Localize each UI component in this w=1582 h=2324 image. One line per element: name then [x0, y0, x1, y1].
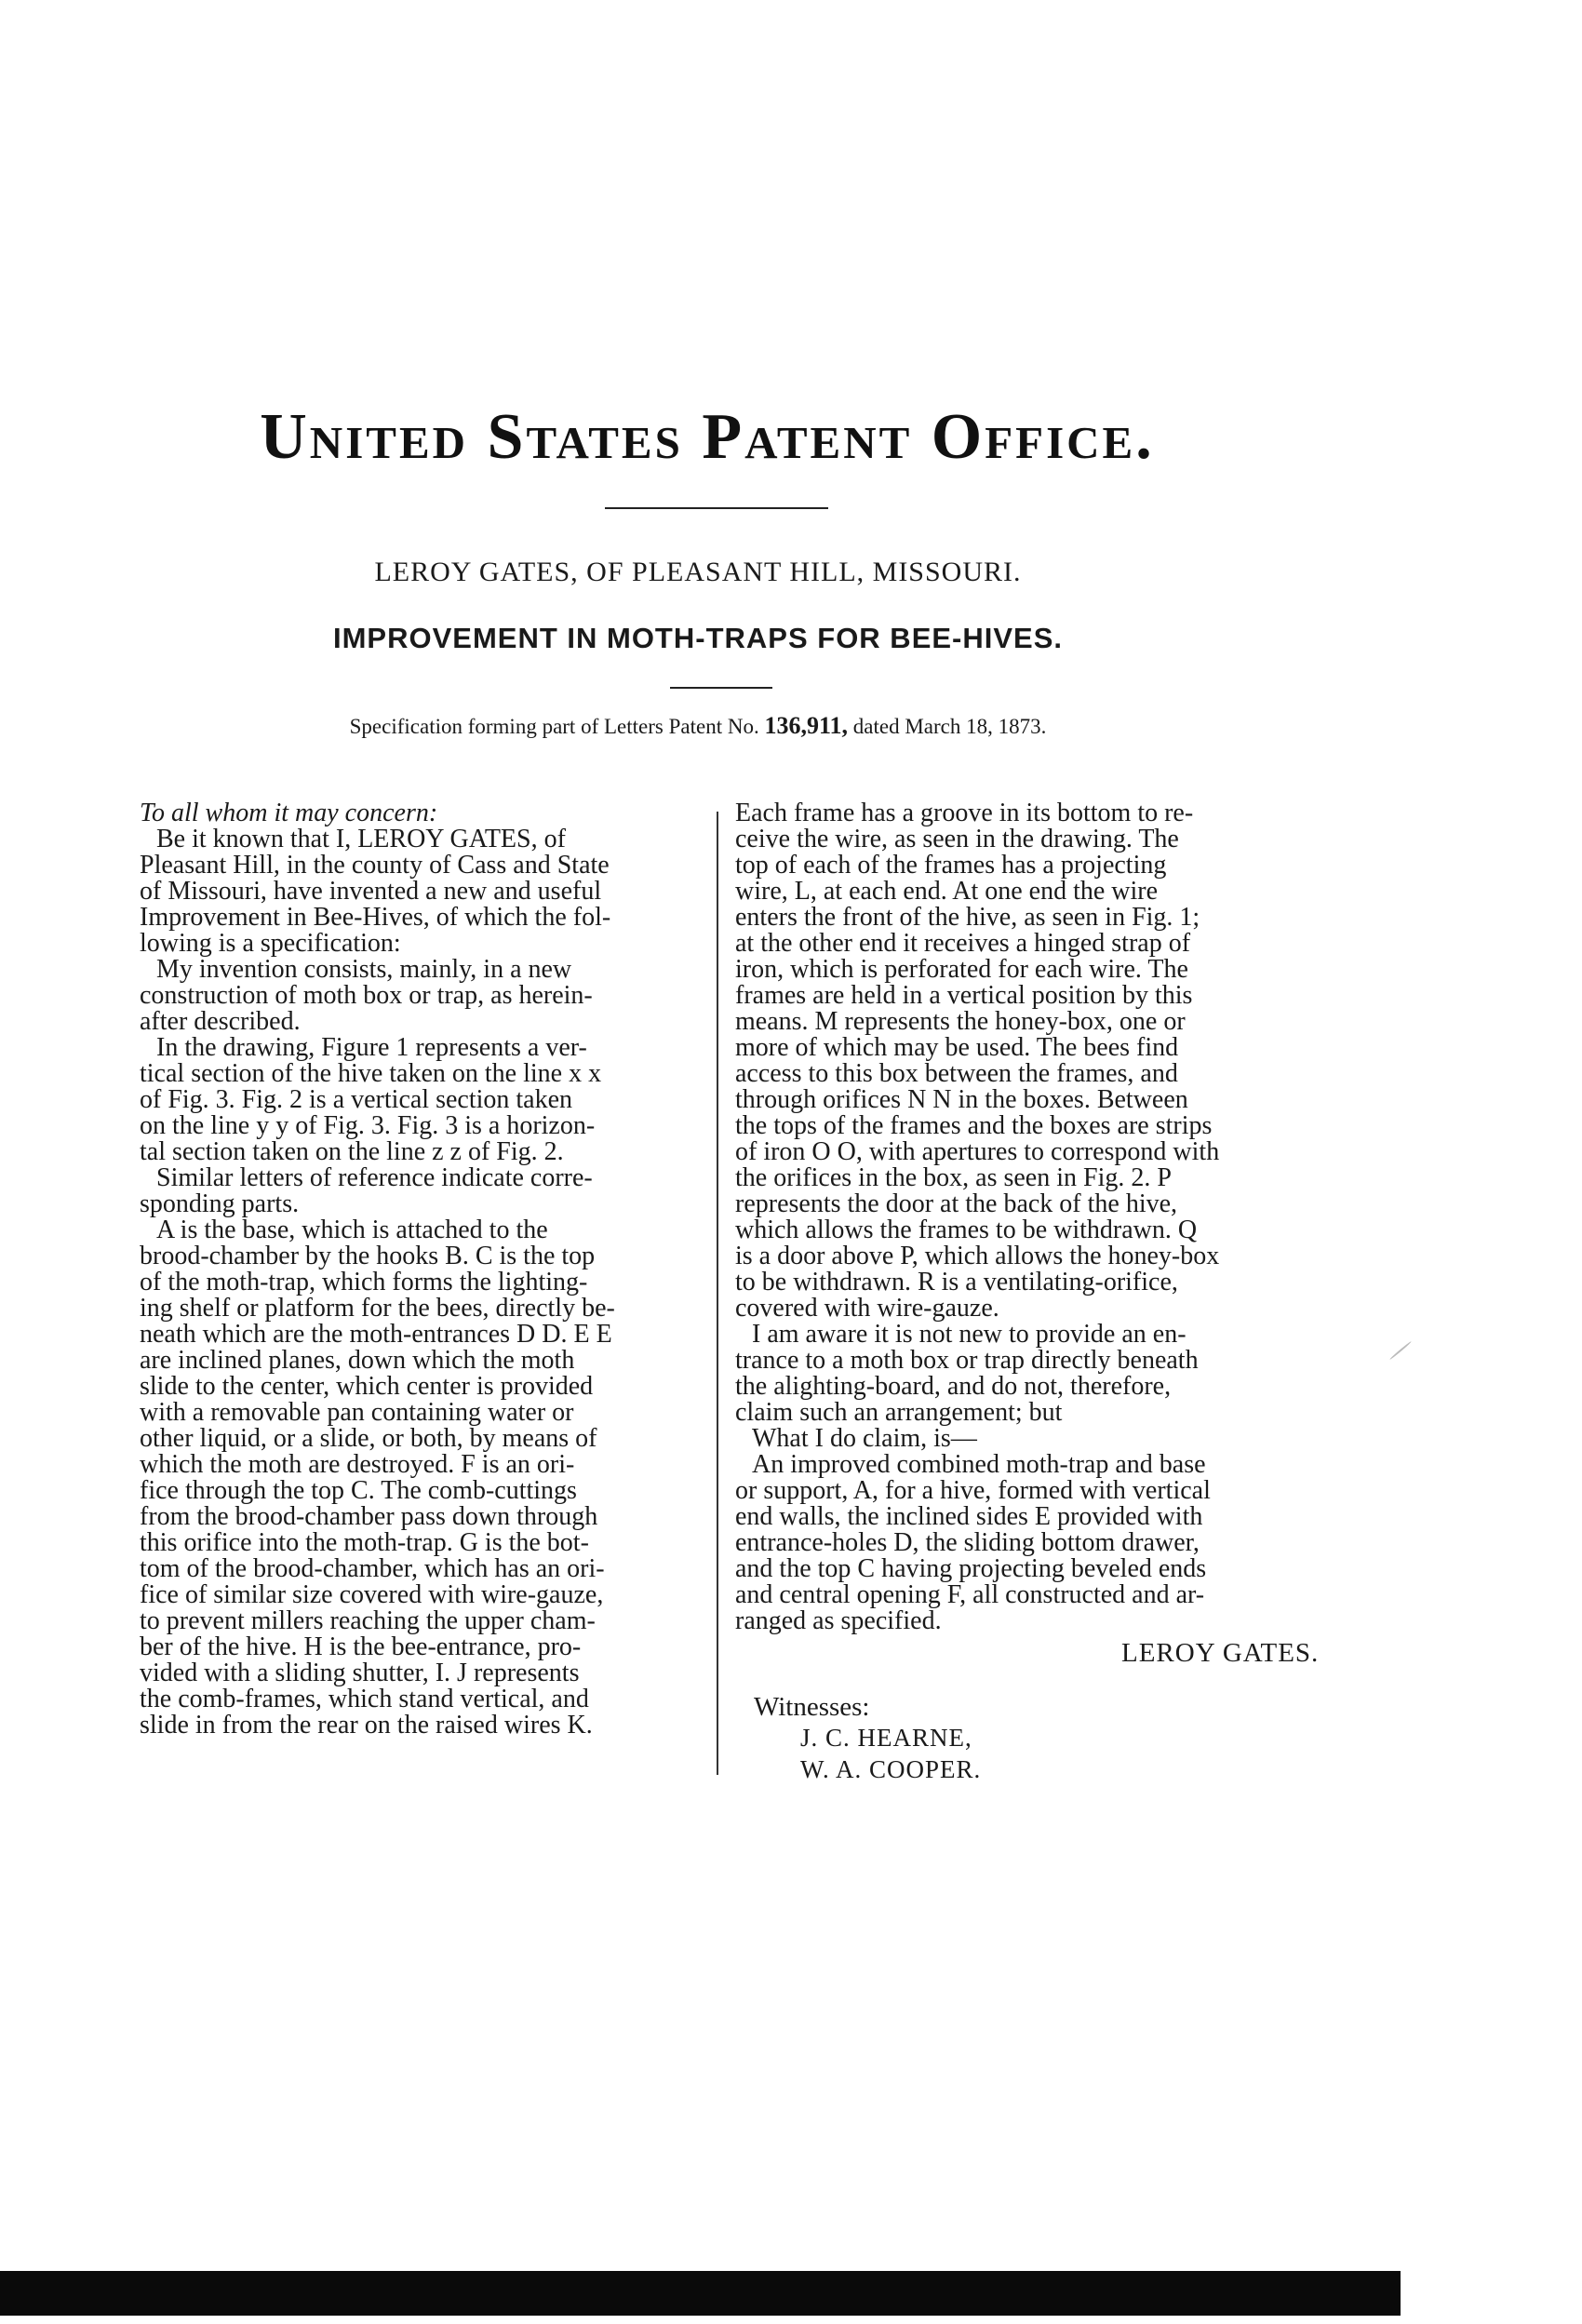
text-line: with a removable pan containing water or — [140, 1398, 574, 1427]
office-title: United States Patent Office. — [260, 401, 1155, 473]
text-line: What I do claim, is— — [752, 1424, 977, 1453]
text-line: Each frame has a groove in its bottom to re- — [735, 799, 1194, 827]
text-line: after described. — [140, 1007, 301, 1036]
text-line: brood-chamber by the hooks B. C is the top — [140, 1242, 596, 1270]
witness-name: J. C. HEARNE, — [800, 1724, 972, 1752]
text-line: I am aware it is not new to provide an en- — [752, 1320, 1186, 1349]
text-line: A is the base, which is attached to the — [156, 1216, 548, 1244]
text-line: iron, which is perforated for each wire. The — [735, 955, 1188, 984]
text-line: tal section taken on the line z z of Fig. 2. — [140, 1137, 564, 1166]
scan-mark — [1389, 1341, 1412, 1361]
text-line: is a door above P, which allows the honey-box — [735, 1242, 1220, 1270]
column-divider — [717, 812, 718, 1775]
text-line: through orifices N N in the boxes. Between — [735, 1085, 1188, 1114]
text-line: Pleasant Hill, in the county of Cass and State — [140, 851, 610, 880]
specification-line — [186, 712, 1210, 740]
text-line: to prevent millers reaching the upper cham- — [140, 1606, 596, 1635]
inventor-line: LEROY GATES, OF PLEASANT HILL, MISSOURI. — [374, 557, 1022, 587]
claim-line: ranged as specified. — [735, 1606, 942, 1635]
text-line: neath which are the moth-entrances D D. E E — [140, 1320, 612, 1349]
text-line: claim such an arrangement; but — [735, 1398, 1063, 1427]
text-line: In the drawing, Figure 1 represents a ver- — [156, 1033, 587, 1062]
left-column — [140, 800, 707, 1739]
text-line: of Fig. 3. Fig. 2 is a vertical section taken — [140, 1085, 573, 1114]
scan-border-bar — [0, 2271, 1401, 2316]
salutation: To all whom it may concern: — [140, 799, 438, 827]
text-line: My invention consists, mainly, in a new — [156, 955, 572, 984]
text-line: ceive the wire, as seen in the drawing. The — [735, 825, 1179, 853]
title-rule-bottom — [670, 687, 772, 689]
text-line: of Missouri, have invented a new and useful — [140, 877, 602, 906]
text-line: construction of moth box or trap, as herein- — [140, 981, 593, 1010]
text-line: represents the door at the back of the hive, — [735, 1189, 1178, 1218]
text-line: means. M represents the honey-box, one or — [735, 1007, 1186, 1036]
text-line: the orifices in the box, as seen in Fig. 2. P — [735, 1163, 1172, 1192]
claim-line: end walls, the inclined sides E provided with — [735, 1502, 1203, 1531]
right-column — [735, 800, 1312, 1634]
inventor-signature: LEROY GATES. — [1121, 1638, 1320, 1668]
text-line: fice of similar size covered with wire-gauze, — [140, 1580, 604, 1609]
text-line: fice through the top C. The comb-cuttings — [140, 1476, 577, 1505]
text-line: which allows the frames to be withdrawn. Q — [735, 1216, 1198, 1244]
text-line: on the line y y of Fig. 3. Fig. 3 is a horizon- — [140, 1111, 596, 1140]
text-line: tom of the brood-chamber, which has an ori- — [140, 1554, 605, 1583]
patent-number: 136,911, — [764, 712, 849, 739]
text-line: of the moth-trap, which forms the lighting- — [140, 1268, 588, 1296]
text-line: are inclined planes, down which the moth — [140, 1346, 575, 1375]
witnesses-label: Witnesses: — [754, 1692, 870, 1722]
text-line: vided with a sliding shutter, I. J represents — [140, 1659, 580, 1687]
text-line: of iron O O, with apertures to correspond with — [735, 1137, 1220, 1166]
text-line: tical section of the hive taken on the line x x — [140, 1059, 602, 1088]
text-line: covered with wire-gauze. — [735, 1294, 999, 1323]
text-line: which the moth are destroyed. F is an ori- — [140, 1450, 575, 1479]
text-line: slide to the center, which center is provided — [140, 1372, 594, 1401]
text-line: from the brood-chamber pass down through — [140, 1502, 598, 1531]
text-line: sponding parts. — [140, 1189, 300, 1218]
text-line: the tops of the frames and the boxes are strips — [735, 1111, 1213, 1140]
claim-line: and the top C having projecting beveled ends — [735, 1554, 1207, 1583]
text-line: ing shelf or platform for the bees, directly be- — [140, 1294, 615, 1323]
text-line: slide in from the rear on the raised wires K. — [140, 1711, 593, 1740]
text-line: wire, L, at each end. At one end the wire — [735, 877, 1159, 906]
witness-name: W. A. COOPER. — [800, 1755, 982, 1783]
text-line: enters the front of the hive, as seen in Fig. 1; — [735, 903, 1200, 932]
text-line: the comb-frames, which stand vertical, and — [140, 1685, 589, 1713]
text-line: Improvement in Bee-Hives, of which the fol- — [140, 903, 611, 932]
claim-line: entrance-holes D, the sliding bottom drawer, — [735, 1528, 1200, 1557]
text-line: more of which may be used. The bees find — [735, 1033, 1179, 1062]
claim-line: or support, A, for a hive, formed with vertical — [735, 1476, 1211, 1505]
claim-line: and central opening F, all constructed and ar- — [735, 1580, 1205, 1609]
text-line: top of each of the frames has a projecting — [735, 851, 1167, 880]
text-line: other liquid, or a slide, or both, by means of — [140, 1424, 597, 1453]
text-line: ber of the hive. H is the bee-entrance, pro- — [140, 1632, 582, 1661]
text-line: at the other end it receives a hinged strap of — [735, 929, 1191, 958]
title-rule-top — [605, 507, 828, 509]
text-line: trance to a moth box or trap directly beneath — [735, 1346, 1199, 1375]
text-line: Similar letters of reference indicate corre- — [156, 1163, 593, 1192]
text-line: lowing is a specification: — [140, 929, 401, 958]
claim-line: An improved combined moth-trap and base — [752, 1450, 1206, 1479]
patent-date: dated March 18, 1873. — [852, 715, 1047, 738]
text-line: to be withdrawn. R is a ventilating-orifice, — [735, 1268, 1178, 1296]
text-line: frames are held in a vertical position by this — [735, 981, 1193, 1010]
text-line: this orifice into the moth-trap. G is the bot- — [140, 1528, 589, 1557]
spec-prefix: Specification forming part of Letters Patent No. — [349, 715, 759, 738]
text-line: Be it known that I, LEROY GATES, of — [156, 825, 566, 853]
text-line: the alighting-board, and do not, therefore, — [735, 1372, 1172, 1401]
text-line: access to this box between the frames, and — [735, 1059, 1178, 1088]
invention-title: IMPROVEMENT IN MOTH-TRAPS FOR BEE-HIVES. — [332, 622, 1064, 654]
